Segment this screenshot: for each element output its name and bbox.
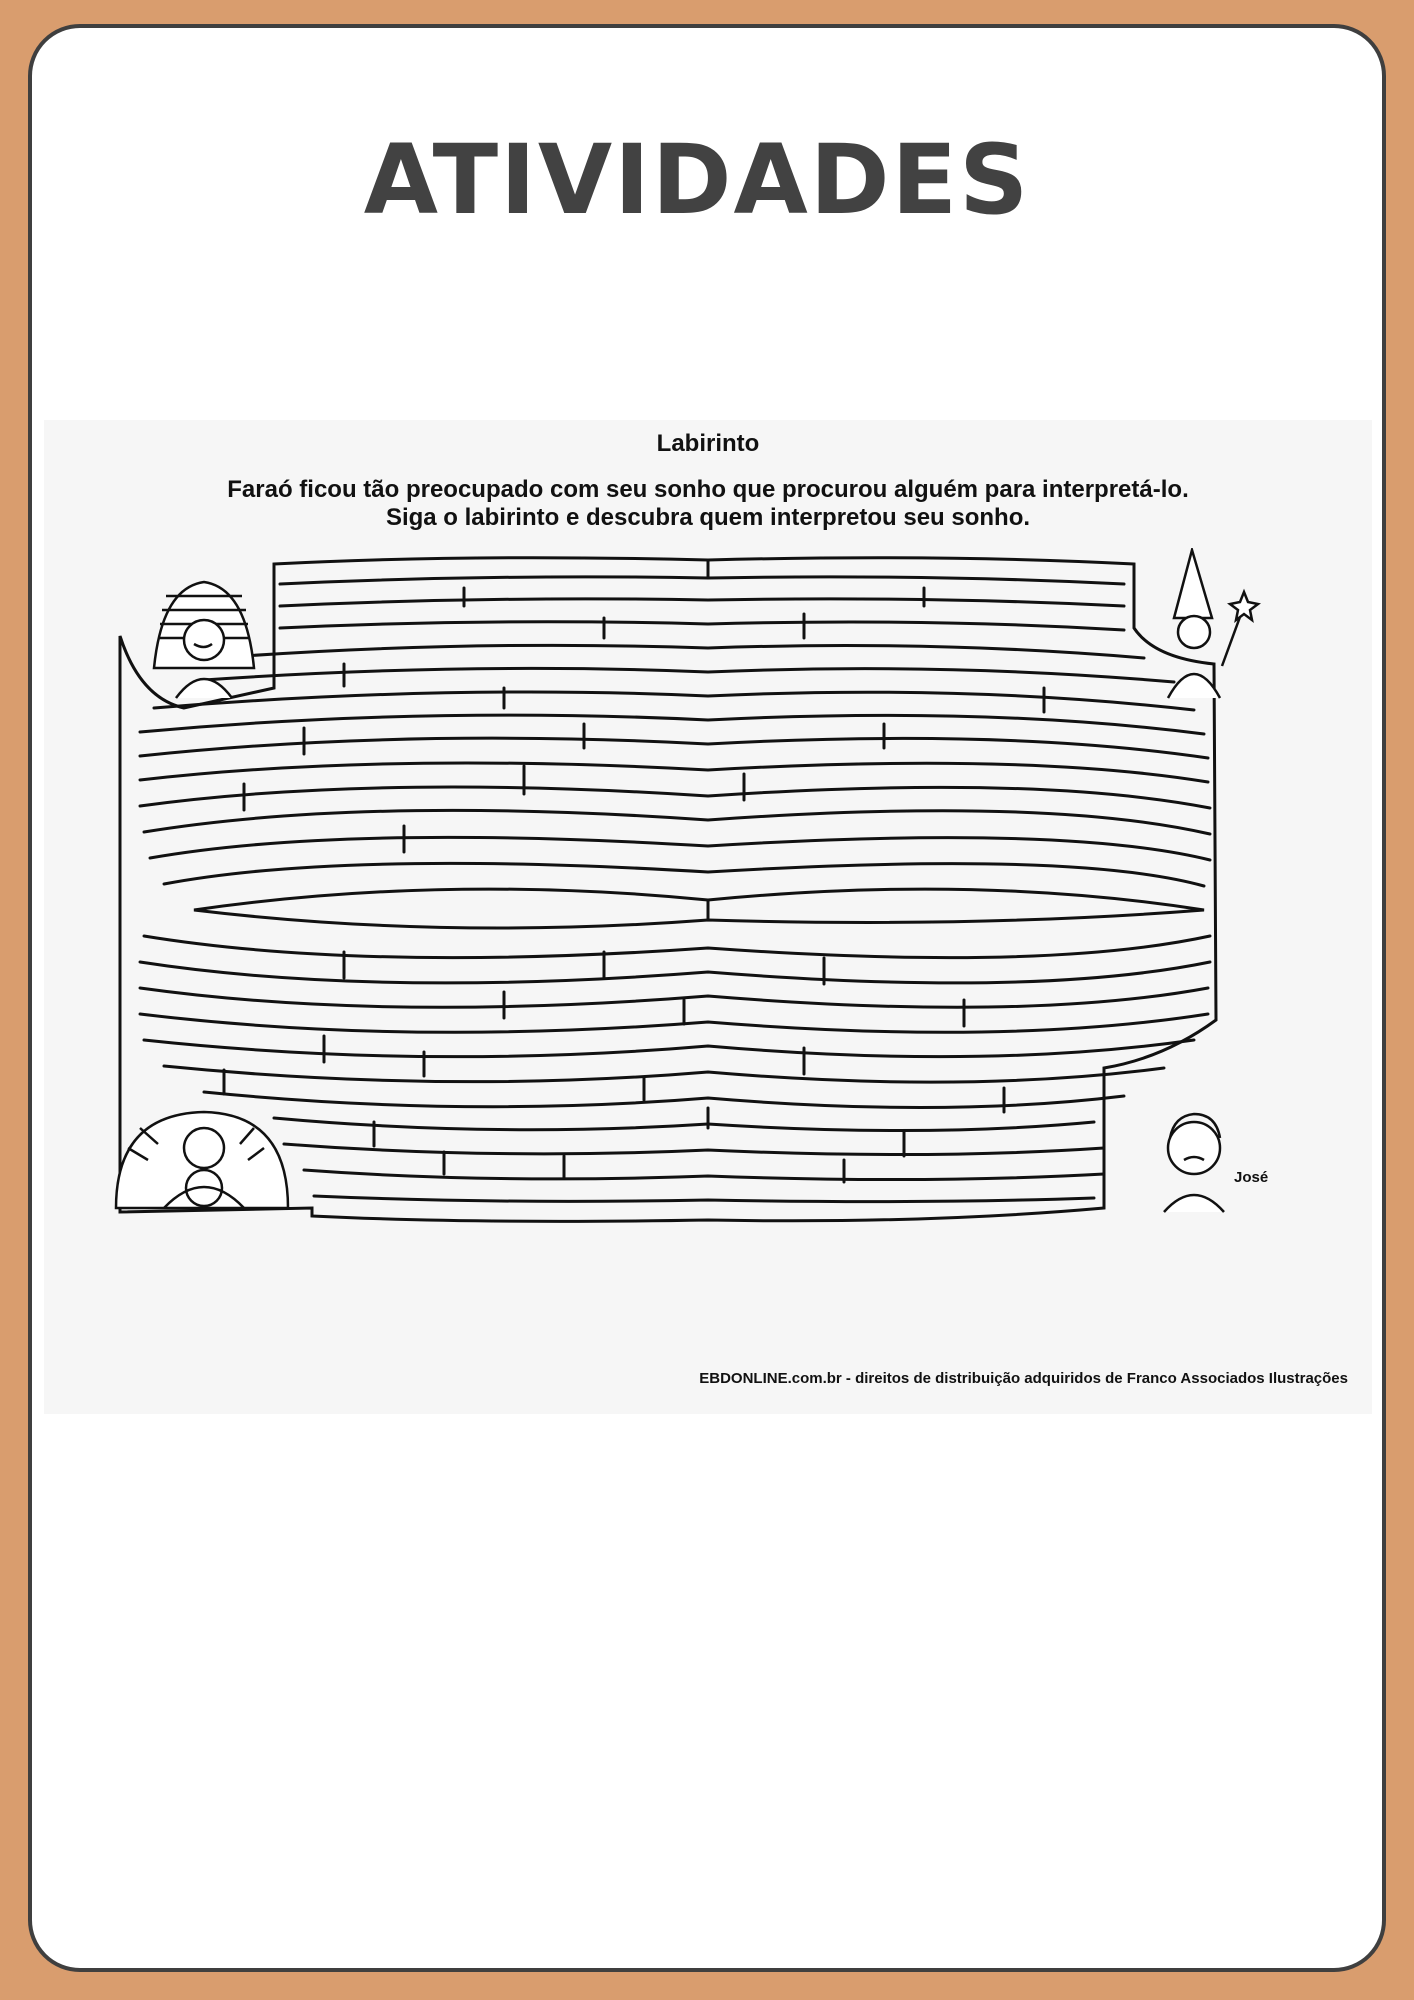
- maze-wall: [140, 787, 1210, 808]
- maze-wall: [314, 1196, 1094, 1202]
- maze-wall: [154, 692, 1194, 710]
- maze-wall: [150, 837, 1210, 860]
- maze-wall: [204, 668, 1174, 682]
- maze-wall: [144, 810, 1210, 834]
- instruction-line-1: Faraó ficou tão preocupado com seu sonho que procurou alguém para interpretá-lo.: [227, 476, 1189, 503]
- pharaoh-illustration: [154, 582, 254, 698]
- maze-wall: [140, 763, 1208, 782]
- maze-wall: [244, 645, 1144, 658]
- maze-drawing[interactable]: [44, 548, 1372, 1374]
- activity-instructions: [44, 476, 1372, 532]
- copyright-credit: EBDONLINE.com.br - direitos de distribuição adquiridos de Franco Associados Ilustrações: [699, 1370, 1348, 1387]
- fortune-teller-illustration: [116, 1112, 288, 1208]
- maze-wall: [140, 1014, 1208, 1032]
- maze-wall: [144, 1040, 1194, 1057]
- maze-outer-wall: [120, 558, 1216, 1222]
- maze-center-gap: [194, 889, 1204, 928]
- maze-wall: [140, 962, 1210, 983]
- maze-wall: [280, 577, 1124, 584]
- maze-wall: [164, 863, 1204, 886]
- maze-wall: [284, 1144, 1104, 1155]
- maze-wall: [140, 715, 1204, 734]
- maze-wall: [164, 1066, 1164, 1082]
- jose-label: José: [1234, 1169, 1269, 1186]
- maze-wall: [280, 599, 1124, 606]
- page-title: ATIVIDADES: [363, 124, 1031, 236]
- maze-activity-sheet: [44, 420, 1372, 1414]
- maze-wall: [144, 936, 1210, 958]
- maze-wall: [204, 1092, 1124, 1108]
- instruction-line-2: Siga o labirinto e descubra quem interpretou seu sonho.: [385, 504, 1031, 531]
- maze-wall: [274, 1118, 1094, 1131]
- activity-heading: Labirinto: [656, 430, 760, 457]
- maze-wall: [280, 622, 1124, 630]
- maze-wall: [140, 988, 1208, 1007]
- maze-wall: [140, 738, 1208, 758]
- maze-wall: [304, 1170, 1104, 1180]
- jose-illustration: [1164, 1114, 1268, 1212]
